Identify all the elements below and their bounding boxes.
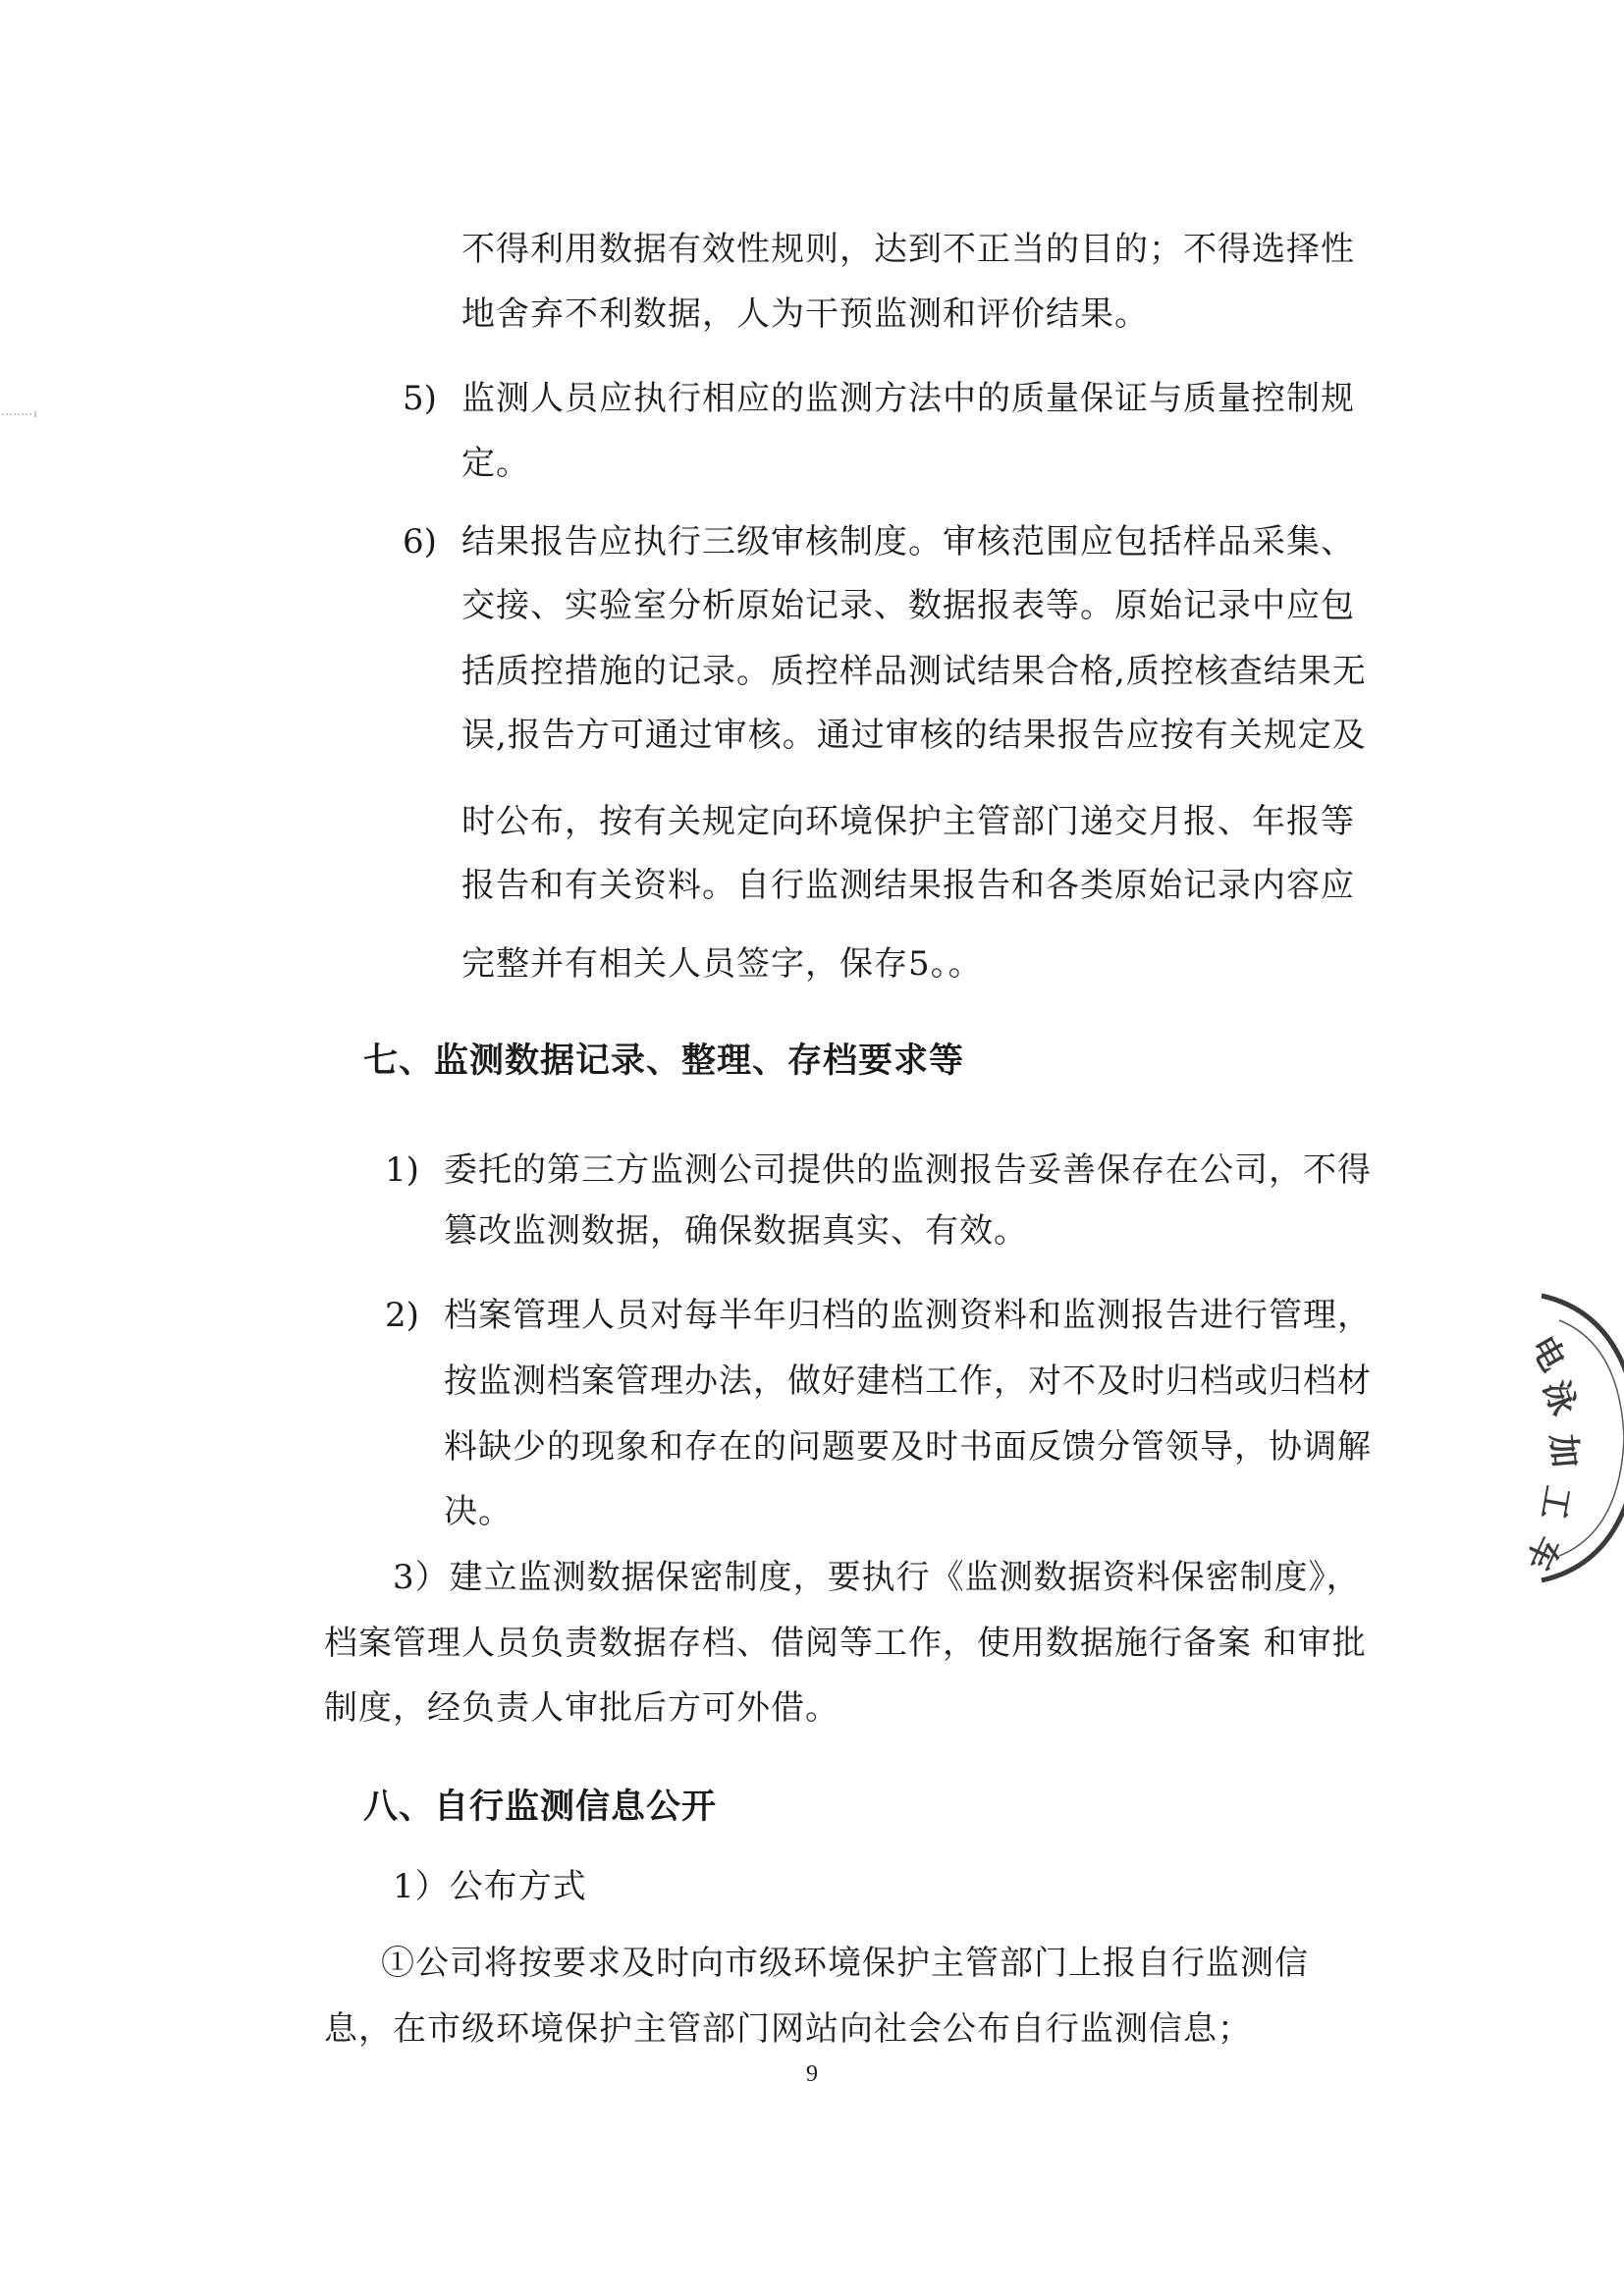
item-6-line-2: 交接、实验室分析原始记录、数据报表等。原始记录中应包 (461, 586, 1355, 625)
sec8-item-1-text-line-1: ①公司将按要求及时向市级环境保护主管部门上报自行监测信 (381, 1944, 1309, 1983)
item-5-number: 5) (403, 379, 437, 418)
svg-text:车: 车 (1517, 1529, 1568, 1576)
sec7-item-1-number: 1) (385, 1150, 419, 1190)
sec7-item-2-number: 2) (385, 1296, 419, 1335)
section-7-title: 七、监测数据记录、整理、存档要求等 (363, 1041, 965, 1081)
sec8-item-1-label: 1）公布方式 (393, 1867, 587, 1906)
section-8-title: 八、自行监测信息公开 (363, 1788, 718, 1827)
sec7-item-1-line-1: 委托的第三方监测公司提供的监测报告妥善保存在公司，不得 (444, 1150, 1372, 1190)
sec7-item-2-line-2: 按监测档案管理办法，做好建档工作，对不及时归档或归档材 (444, 1362, 1372, 1401)
sec7-item-1-line-2: 篡改监测数据，确保数据真实、有效。 (444, 1211, 1028, 1251)
item-5-line-2: 定。 (461, 444, 530, 483)
item-6-line-4: 误,报告方可通过审核。通过审核的结果报告应按有关规定及 (461, 716, 1367, 755)
sec7-item-3-line-1: 3）建立监测数据保密制度，要执行《监测数据资料保密制度》， (393, 1558, 1361, 1597)
sec7-item-2-line-3: 料缺少的现象和存在的问题要及时书面反馈分管领导，协调解 (444, 1427, 1372, 1467)
item-5-line-1: 监测人员应执行相应的监测方法中的质量保证与质量控制规 (461, 379, 1355, 418)
item-6-line-3: 括质控措施的记录。质控样品测试结果合格,质控核查结果无 (461, 652, 1367, 691)
svg-text:泳: 泳 (1535, 1375, 1584, 1421)
item-6-line-6: 报告和有关资料。自行监测结果报告和各类原始记录内容应 (461, 866, 1355, 905)
margin-mark-icon (0, 410, 39, 418)
svg-text:电: 电 (1522, 1329, 1573, 1378)
item-4-line-1: 不得利用数据有效性规则，达到不正当的目的；不得选择性 (461, 230, 1355, 269)
page-number: 9 (806, 2061, 818, 2087)
item-4-line-2: 地舍弃不利数据，人为干预监测和评价结果。 (461, 294, 1149, 334)
sec7-item-3-line-3: 制度，经负责人审批后方可外借。 (324, 1688, 839, 1728)
svg-text:工: 工 (1533, 1482, 1578, 1522)
sec7-item-3-line-2: 档案管理人员负责数据存档、借阅等工作，使用数据施行备案 和审批 (324, 1624, 1367, 1663)
sec7-item-2-line-1: 档案管理人员对每半年归档的监测资料和监测报告进行管理， (444, 1296, 1372, 1335)
sec7-item-2-line-4: 决。 (444, 1492, 513, 1531)
seal-stamp-icon (1483, 1276, 1624, 1600)
item-6-line-7: 完整并有相关人员签字，保存5。。 (461, 944, 983, 984)
sec8-item-1-text-line-2: 息，在市级环境保护主管部门网站向社会公布自行监测信息； (324, 2009, 1252, 2049)
svg-text:加: 加 (1543, 1432, 1585, 1469)
item-6-line-5: 时公布，按有关规定向环境保护主管部门递交月报、年报等 (461, 802, 1355, 841)
item-6-number: 6) (403, 522, 437, 561)
item-6-line-1: 结果报告应执行三级审核制度。审核范围应包括样品采集、 (461, 522, 1355, 561)
